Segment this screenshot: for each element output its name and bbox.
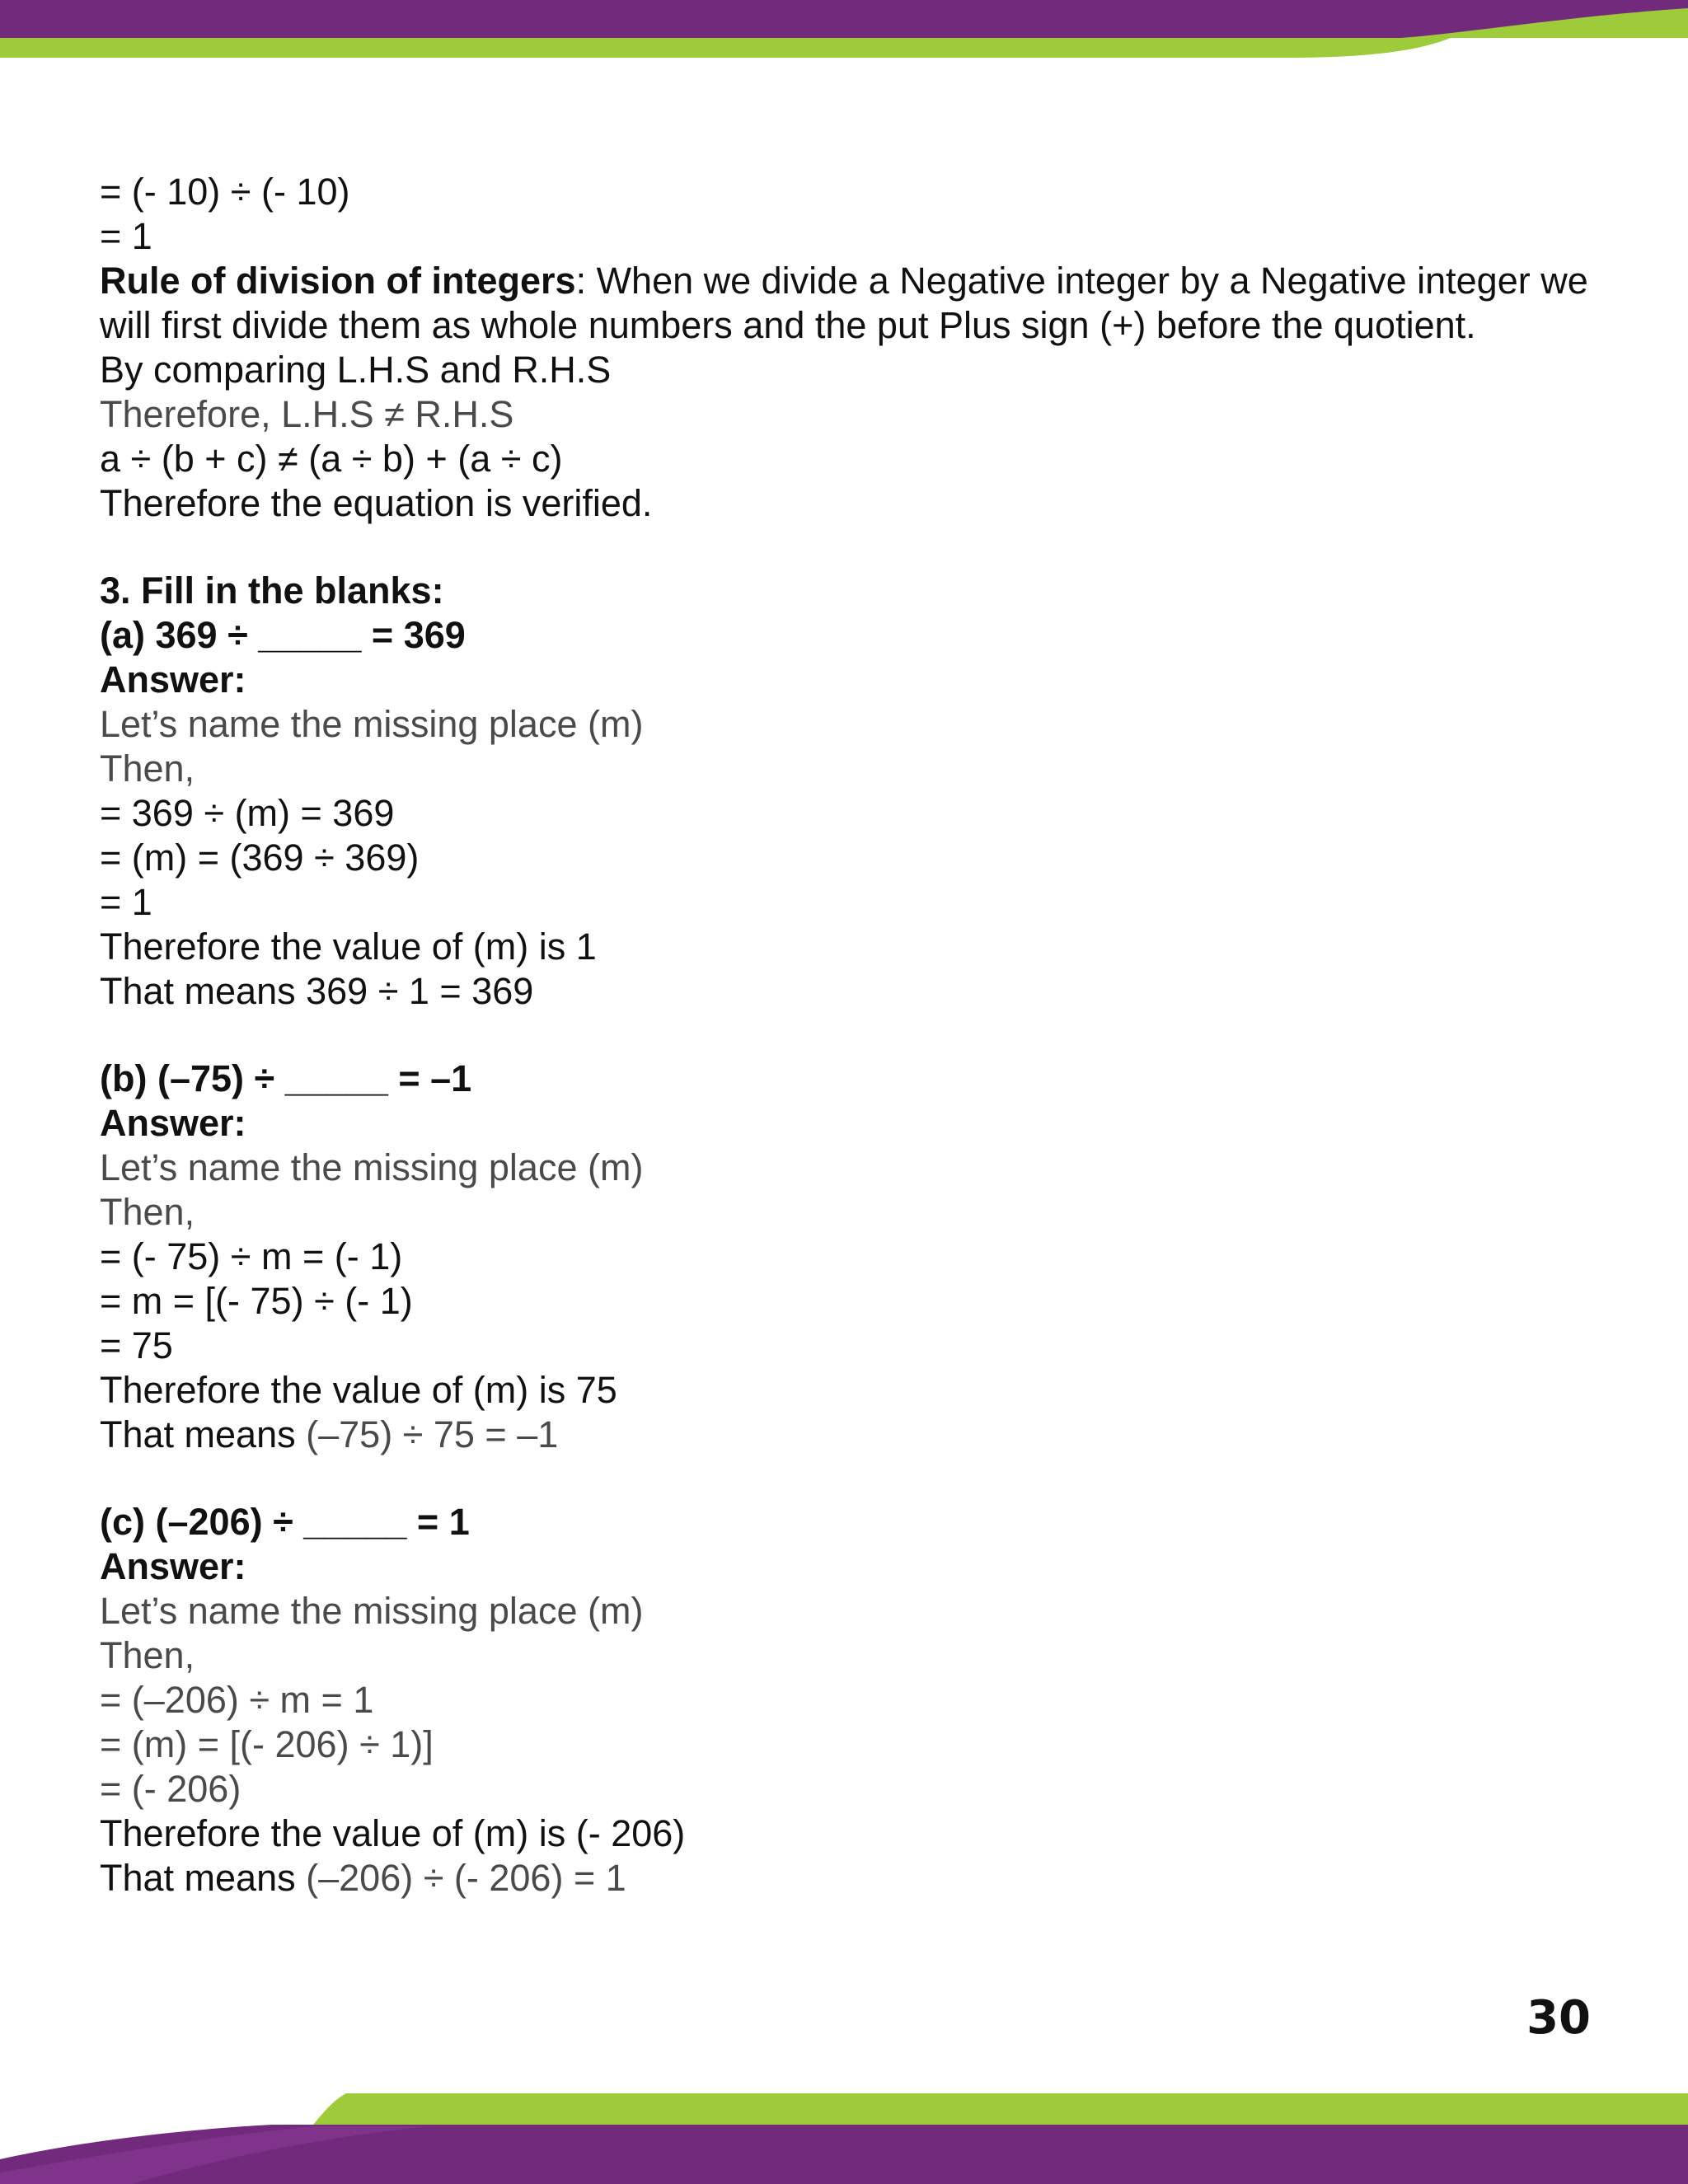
page-number: 30 <box>1526 1991 1591 2045</box>
answer-line: Therefore the value of (m) is 1 <box>100 926 597 968</box>
answer-line: Then, <box>100 1191 195 1233</box>
section-heading: 3. Fill in the blanks: <box>100 569 444 612</box>
equation-line: = (- 10) ÷ (- 10) <box>100 171 350 213</box>
answer-line: = 1 <box>100 881 152 923</box>
answer-line: = 369 ÷ (m) = 369 <box>100 792 395 834</box>
answer-line: Therefore the value of (m) is (- 206) <box>100 1812 686 1854</box>
answer-label: Answer: <box>100 658 246 701</box>
means-prefix: That means <box>100 1413 307 1455</box>
bottom-decorative-band <box>0 2093 1688 2184</box>
answer-line: Let’s name the missing place (m) <box>100 703 644 745</box>
answer-line <box>100 1856 1608 1900</box>
top-decorative-band <box>0 0 1688 66</box>
answer-line: Then, <box>100 748 195 790</box>
answer-line: = 75 <box>100 1324 173 1366</box>
comparison-line: By comparing L.H.S and R.H.S <box>100 349 612 391</box>
answer-line: = m = [(- 75) ÷ (- 1) <box>100 1280 413 1322</box>
question-a: (a) 369 ÷ _____ = 369 <box>100 614 466 656</box>
means-rest: (–206) ÷ (- 206) = 1 <box>306 1857 626 1899</box>
answer-line: That means 369 ÷ 1 = 369 <box>100 970 534 1012</box>
answer-line: Let’s name the missing place (m) <box>100 1590 644 1632</box>
answer-line: = (m) = (369 ÷ 369) <box>100 837 420 879</box>
document-body <box>100 170 1608 1900</box>
answer-label: Answer: <box>100 1102 246 1144</box>
means-prefix: That means <box>100 1857 307 1899</box>
answer-line <box>100 1413 1608 1457</box>
rule-paragraph <box>100 259 1608 348</box>
conclusion-line: Therefore, L.H.S ≠ R.H.S <box>100 393 514 435</box>
answer-line: = (–206) ÷ m = 1 <box>100 1679 374 1721</box>
answer-label: Answer: <box>100 1545 246 1587</box>
question-b: (b) (–75) ÷ _____ = –1 <box>100 1057 472 1099</box>
answer-line: Then, <box>100 1634 195 1676</box>
question-c: (c) (–206) ÷ _____ = 1 <box>100 1501 470 1543</box>
answer-line: = (m) = [(- 206) ÷ 1)] <box>100 1723 434 1765</box>
inequality-line: a ÷ (b + c) ≠ (a ÷ b) + (a ÷ c) <box>100 438 563 480</box>
answer-line: Therefore the value of (m) is 75 <box>100 1369 617 1411</box>
rule-label: Rule of division of integers <box>100 260 576 302</box>
answer-line: = (- 206) <box>100 1768 241 1810</box>
means-rest: (–75) ÷ 75 = –1 <box>306 1413 559 1455</box>
rule-text: : When we divide a Negative integer by a Negative integer we will first divide them as whole numbers and the put Plus sign (+) before the quotient. <box>100 260 1588 346</box>
answer-line: Let’s name the missing place (m) <box>100 1146 644 1188</box>
equation-line: = 1 <box>100 215 152 257</box>
verified-line: Therefore the equation is verified. <box>100 482 653 524</box>
answer-line: = (- 75) ÷ m = (- 1) <box>100 1235 403 1277</box>
